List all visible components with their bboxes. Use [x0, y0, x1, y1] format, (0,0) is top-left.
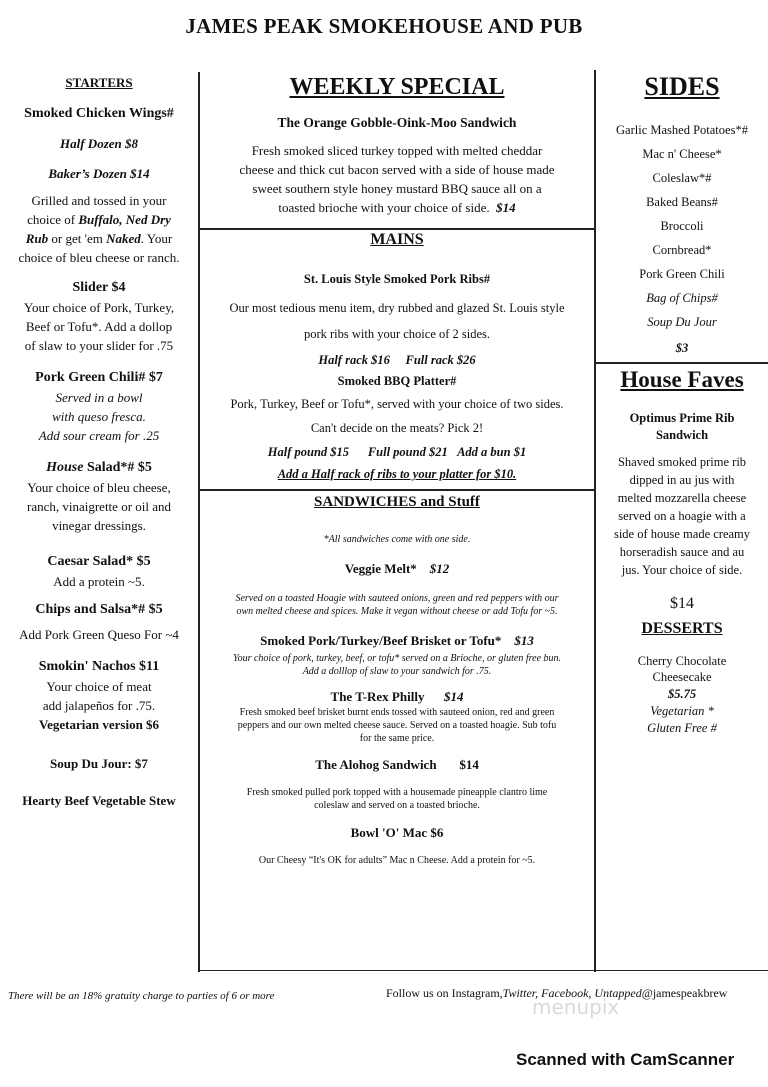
full-rack-price: Full rack $26 — [405, 353, 476, 367]
divider-footer — [198, 970, 768, 971]
platter-name: Smoked BBQ Platter# — [337, 374, 457, 388]
veggie-melt-title: Veggie Melt* — [344, 561, 417, 576]
wings-desc-line-3 — [0, 229, 198, 248]
wings-desc-text: . Your — [140, 231, 173, 246]
special-desc-line-2: cheese and thick cut bacon served with a side of house made — [239, 162, 555, 177]
social-note-platforms: Twitter, Facebook, Untapped — [502, 986, 642, 1000]
chili-desc-line-1: Served in a bowl — [55, 390, 143, 405]
soup-name: Soup Du Jour: $7 — [50, 756, 148, 771]
alohog-desc-line-2: coleslaw and served on a toasted brioche. — [314, 800, 480, 811]
veggie-melt-desc-line-2: own melted cheese and spices. Make it vegan without cheese or add Tofu for ~5. — [236, 606, 558, 617]
cheesecake-vegetarian: Vegetarian * — [650, 704, 714, 718]
side-item: Mac n' Cheese* — [642, 147, 722, 161]
cheesecake-name-line-1: Cherry Chocolate — [637, 654, 727, 668]
alohog-desc-line-1: Fresh smoked pulled pork topped with a housemade pineapple clantro lime — [246, 787, 548, 798]
side-item: Baked Beans# — [646, 195, 718, 209]
stew-name: Hearty Beef Vegetable Stew — [22, 793, 176, 808]
wings-desc-line-1: Grilled and tossed in your — [31, 193, 167, 208]
caesar-name: Caesar Salad* $5 — [47, 554, 151, 569]
platter-desc-line-2: Can't decide on the meats? Pick 2! — [310, 421, 484, 435]
desserts-heading: DESSERTS — [641, 620, 723, 637]
sandwiches-section — [200, 492, 594, 867]
side-item: Pork Green Chili — [639, 267, 725, 281]
add-ribs-note: Add a Half rack of ribs to your platter for $10. — [277, 467, 517, 481]
chili-desc-line-2: with queso fresca. — [52, 409, 146, 424]
starters-heading: STARTERS — [65, 75, 133, 90]
special-price: $14 — [496, 200, 516, 215]
camscanner-label: Scanned with CamScanner — [516, 1050, 735, 1069]
slider-name: Slider $4 — [72, 280, 126, 295]
house-salad-desc-line-2: ranch, vinaigrette or oil and — [26, 499, 172, 514]
house-faves-heading: House Faves — [620, 367, 744, 392]
trex-name — [200, 688, 594, 706]
add-bun-price: Add a bun $1 — [457, 445, 527, 459]
wings-flavor-rub: Rub — [25, 231, 49, 246]
special-desc-text: toasted brioche with your choice of side. — [278, 200, 490, 215]
half-pound-price: Half pound $15 — [267, 445, 350, 459]
sides-list — [596, 118, 768, 334]
brisket-desc-line-1: Your choice of pork, turkey, beef, or tofu* served on a Brioche, or gluten free bun. — [232, 653, 562, 664]
chili-desc-line-3: Add sour cream for .25 — [38, 428, 160, 443]
alohog-title: The Alohog Sandwich — [315, 757, 437, 772]
special-name: The Orange Gobble-Oink-Moo Sandwich — [277, 115, 517, 130]
starters-column — [0, 74, 198, 810]
platter-desc-line-1: Pork, Turkey, Beef or Tofu*, served with your choice of two sides. — [230, 397, 564, 411]
prime-rib-name-line-2: Sandwich — [655, 428, 709, 442]
wings-baker-price: Baker’s Dozen $14 — [48, 166, 150, 181]
ribs-prices — [200, 351, 594, 369]
side-item: Broccoli — [660, 219, 704, 233]
house-faves-section — [596, 365, 768, 614]
restaurant-title: JAMES PEAK SMOKEHOUSE AND PUB — [185, 14, 583, 38]
house-salad-name — [0, 458, 198, 478]
sides-section — [596, 70, 768, 357]
house-salad-desc-line-1: Your choice of bleu cheese, — [27, 480, 171, 495]
mains-heading: MAINS — [370, 231, 424, 248]
brisket-price: $13 — [514, 633, 534, 648]
wings-desc-line-2 — [0, 210, 198, 229]
wings-flavor-buffalo: Buffalo, Ned Dry — [78, 212, 171, 227]
trex-desc-line-1: Fresh smoked beef brisket burnt ends tossed with sauteed onion, red and green — [239, 707, 555, 718]
wings-desc-text: or get 'em — [48, 231, 107, 246]
side-item: Coleslaw*# — [652, 171, 712, 185]
weekly-special-section — [200, 72, 594, 217]
nachos-desc-line-1: Your choice of meat — [46, 679, 152, 694]
divider-sides-bottom — [596, 362, 768, 364]
brisket-title: Smoked Pork/Turkey/Beef Brisket or Tofu* — [260, 633, 502, 648]
veggie-melt-desc-line-1: Served on a toasted Hoagie with sauteed onions, green and red peppers with our — [235, 593, 559, 604]
side-item: Garlic Mashed Potatoes*# — [616, 123, 748, 137]
mac-name: Bowl 'O' Mac $6 — [350, 825, 444, 840]
slider-desc-line-3: of slaw to your slider for .75 — [24, 338, 174, 353]
mac-desc: Our Cheesy “It's OK for adults” Mac n Cheese. Add a protein for ~5. — [258, 855, 536, 866]
veggie-melt-name — [200, 560, 594, 578]
trex-desc-line-2: peppers and our own melted cheese sauce. Served on a toasted hoagie. Sub tofu — [237, 720, 557, 731]
brisket-desc-line-2: Add a dolllop of slaw to your sandwich for .75. — [302, 666, 492, 677]
menupix-watermark: menupix — [532, 995, 620, 1019]
wings-desc-text: choice of — [27, 212, 79, 227]
cheesecake-name-line-2: Cheesecake — [652, 670, 712, 684]
special-heading: WEEKLY SPECIAL — [289, 74, 505, 100]
nachos-vegetarian: Vegetarian version $6 — [38, 717, 160, 732]
nachos-name: Smokin' Nachos $11 — [38, 659, 160, 674]
chili-name: Pork Green Chili# $7 — [35, 370, 163, 385]
prime-rib-name-line-1: Optimus Prime Rib — [629, 411, 735, 425]
prime-rib-desc-line-2: dipped in au jus with — [629, 473, 735, 487]
prime-rib-desc-line-3: melted mozzarella cheese — [617, 491, 747, 505]
nachos-desc-line-2: add jalapeños for .75. — [42, 698, 156, 713]
prime-rib-desc-line-6: horseradish sauce and au — [619, 545, 745, 559]
ribs-desc-line-1: Our most tedious menu item, dry rubbed and glazed St. Louis style — [229, 301, 565, 315]
special-desc-line-1: Fresh smoked sliced turkey topped with melted cheddar — [251, 143, 543, 158]
chips-desc: Add Pork Green Queso For ~4 — [19, 627, 179, 642]
chips-name: Chips and Salsa*# $5 — [35, 602, 163, 617]
trex-title: The T-Rex Philly — [330, 689, 425, 704]
alohog-price: $14 — [459, 757, 479, 772]
veggie-melt-price: $12 — [429, 561, 450, 576]
house-salad-name-rest: Salad*# $5 — [83, 460, 152, 475]
sandwiches-heading: SANDWICHES and Stuff — [314, 494, 480, 510]
side-item: Bag of Chips# — [646, 291, 718, 305]
ribs-desc-line-2: pork ribs with your choice of 2 sides. — [303, 327, 491, 341]
prime-rib-desc-line-7: jus. Your choice of side. — [621, 563, 743, 577]
social-note-lead: Follow us on Instagram, — [386, 986, 503, 1000]
wings-half-price: Half Dozen $8 — [60, 136, 138, 151]
brisket-name — [200, 632, 594, 650]
alohog-name — [200, 756, 594, 774]
prime-rib-desc-line-5: side of house made creamy — [613, 527, 751, 541]
house-salad-name-house: House — [46, 460, 84, 475]
desserts-section — [596, 618, 768, 737]
house-salad-desc-line-3: vinegar dressings. — [52, 518, 146, 533]
social-note-handle: @jamespeakbrew — [641, 986, 728, 1000]
side-item: Soup Du Jour — [647, 315, 717, 329]
trex-price: $14 — [443, 689, 464, 704]
slider-desc-line-1: Your choice of Pork, Turkey, — [23, 300, 175, 315]
wings-flavor-naked: Naked — [106, 231, 141, 246]
mains-section — [200, 230, 594, 483]
prime-rib-desc-line-1: Shaved smoked prime rib — [617, 455, 747, 469]
prime-rib-price: $14 — [670, 595, 694, 612]
trex-desc-line-3: for the same price. — [359, 733, 435, 744]
side-item: Cornbread* — [652, 243, 712, 257]
divider-mains-bottom — [198, 489, 596, 491]
sides-heading: SIDES — [644, 72, 720, 101]
full-pound-price: Full pound $21 — [367, 445, 448, 459]
sandwiches-note: *All sandwiches come with one side. — [323, 534, 471, 545]
special-desc-line-3: sweet southern style honey mustard BBQ sauce all on a — [252, 181, 542, 196]
gratuity-note: There will be an 18% gratuity charge to parties of 6 or more — [8, 990, 275, 1002]
cheesecake-gluten-free: Gluten Free # — [647, 721, 717, 735]
wings-desc-line-4: choice of bleu cheese or ranch. — [18, 250, 180, 265]
sides-price: $3 — [675, 341, 689, 355]
platter-prices — [200, 443, 594, 461]
prime-rib-desc-line-4: served on a hoagie with a — [618, 509, 746, 523]
wings-name: Smoked Chicken Wings# — [24, 106, 174, 121]
ribs-name: St. Louis Style Smoked Pork Ribs# — [303, 272, 491, 286]
caesar-desc: Add a protein ~5. — [53, 574, 145, 589]
special-desc-line-4 — [200, 198, 594, 217]
cheesecake-price: $5.75 — [667, 687, 697, 701]
slider-desc-line-2: Beef or Tofu*. Add a dollop — [25, 319, 173, 334]
half-rack-price: Half rack $16 — [318, 353, 390, 367]
